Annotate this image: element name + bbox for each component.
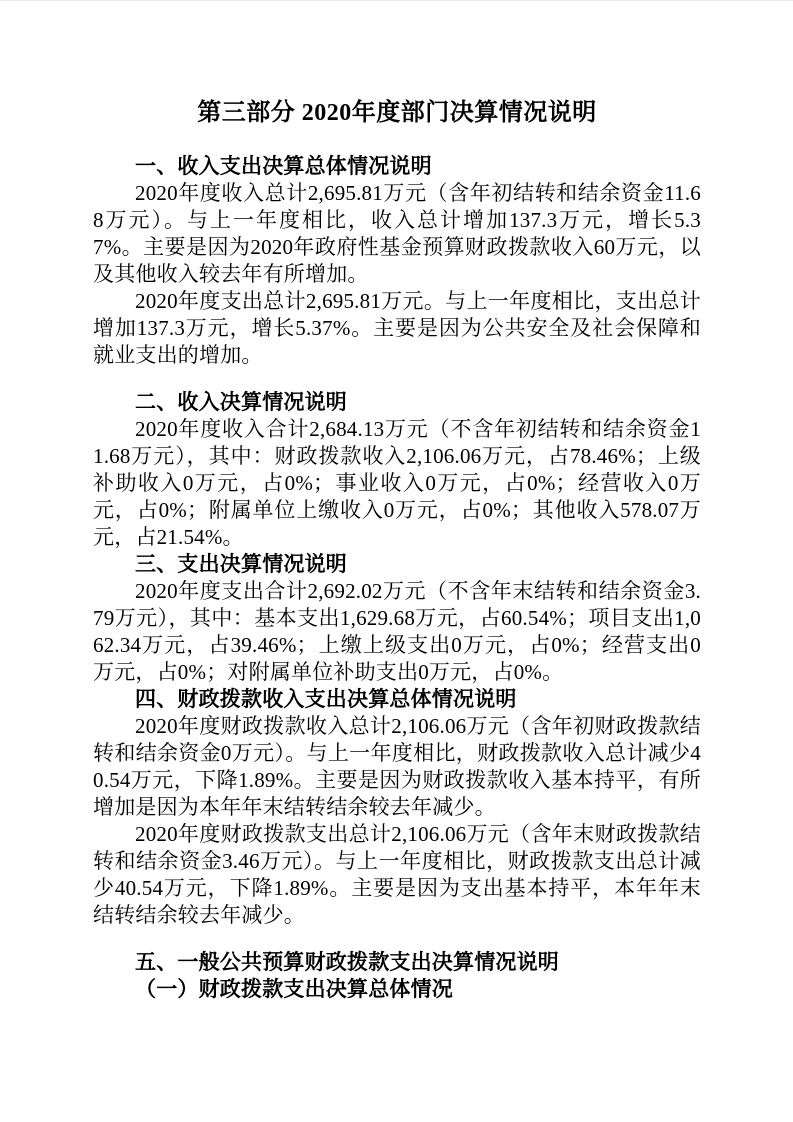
blank-line-gap xyxy=(93,929,701,949)
section-5-heading: 五、一般公共预算财政拨款支出决算情况说明 xyxy=(135,950,559,974)
section-3-heading: 三、支出决算情况说明 xyxy=(135,552,347,576)
section-fiscal-appropriation-overview xyxy=(93,686,701,929)
section-2-paragraph-income-detail: 2020年度收入合计2,684.13万元（不含年初结转和结余资金11.68万元），其中：财政拨款收入2,106.06万元，占78.46%；上级补助收入0万元，占0%；事业收入0万元，占0%；经营收入0万元，占0%；附属单位上缴收入0万元，占0%；其他收入578.07万元，占21.54%。 xyxy=(93,417,701,549)
document-title: 第三部分 2020年度部门决算情况说明 xyxy=(197,100,597,126)
section-2-heading: 二、收入决算情况说明 xyxy=(135,390,347,414)
section-expenditure-final-accounts xyxy=(93,551,701,686)
section-4-heading: 四、财政拨款收入支出决算总体情况说明 xyxy=(135,687,517,711)
blank-line-gap xyxy=(93,369,701,389)
section-4-paragraph-appropriation-expenditure: 2020年度财政拨款支出总计2,106.06万元（含年末财政拨款结转和结余资金3.46万元）。与上一年度相比，财政拨款支出总计减少40.54万元，下降1.89%。主要是因为支出基本持平，本年年末结转结余较去年减少。 xyxy=(93,822,701,927)
section-1-paragraph-expenditure-total: 2020年度支出总计2,695.81万元。与上一年度相比，支出总计增加137.3万元，增长5.37%。主要是因为公共安全及社会保障和就业支出的增加。 xyxy=(93,289,701,367)
section-3-paragraph-expenditure-detail: 2020年度支出合计2,692.02万元（不含年末结转和结余资金3.79万元），其中：基本支出1,629.68万元，占60.54%；项目支出1,062.34万元，占39.46%；上缴上级支出0万元，占0%；经营支出0万元，占0%；对附属单位补助支出0万元，占0%。 xyxy=(93,579,701,684)
section-general-public-budget-expenditure xyxy=(93,949,701,1003)
section-4-paragraph-appropriation-income: 2020年度财政拨款收入总计2,106.06万元（含年初财政拨款结转和结余资金0万元）。与上一年度相比，财政拨款收入总计减少40.54万元，下降1.89%。主要是因为财政拨款收入基本持平，有所增加是因为本年年末结转结余较去年减少。 xyxy=(93,714,701,819)
section-1-paragraph-income-total: 2020年度收入总计2,695.81万元（含年初结转和结余资金11.68万元）。与上一年度相比，收入总计增加137.3万元，增长5.37%。主要是因为2020年政府性基金预算财政拨款收入60万元，以及其他收入较去年有所增加。 xyxy=(93,181,701,286)
section-5-subheading: （一）财政拨款支出决算总体情况 xyxy=(135,977,453,1001)
section-income-final-accounts xyxy=(93,389,701,551)
section-income-expenditure-overview xyxy=(93,153,701,369)
section-1-heading: 一、收入支出决算总体情况说明 xyxy=(135,154,432,178)
